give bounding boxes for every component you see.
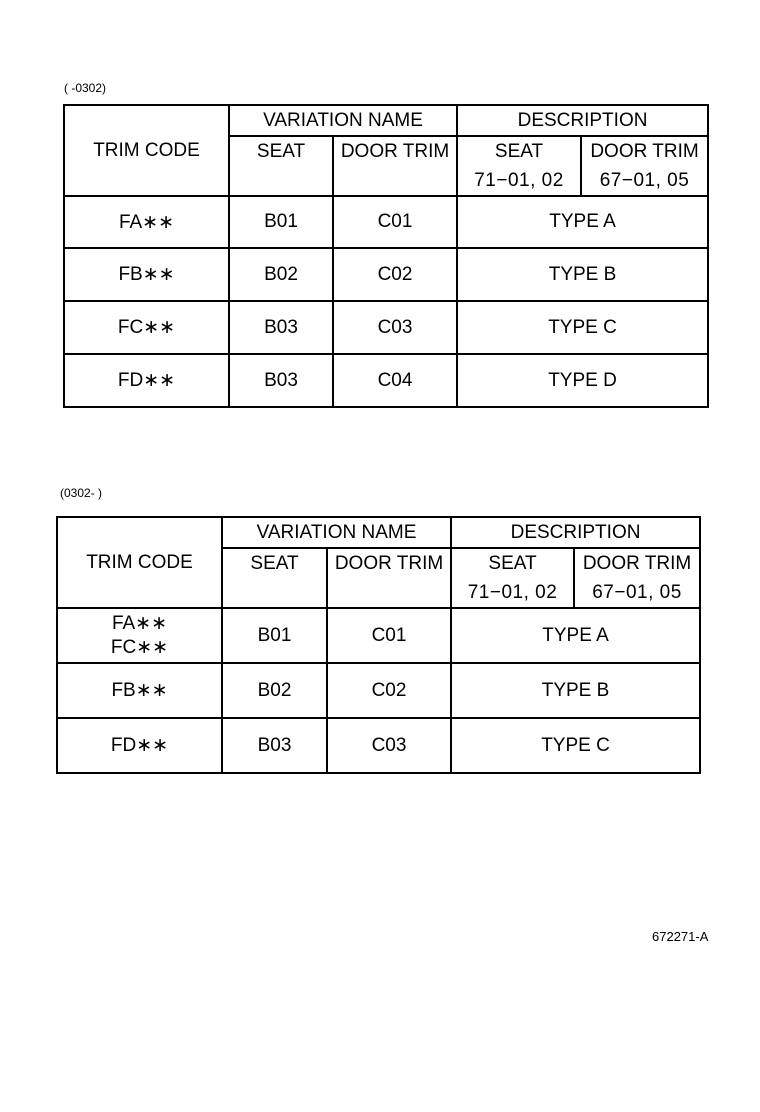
description-cell: TYPE C (451, 718, 700, 773)
desc-seat-header: SEAT (451, 548, 574, 578)
variation-name-header: VARIATION NAME (229, 105, 457, 136)
trim-code-header: TRIM CODE (64, 105, 229, 196)
seat-cell: B01 (222, 608, 327, 663)
door-trim-cell: C03 (333, 301, 457, 354)
figure-number: 672271-A (652, 929, 709, 944)
seat-header: SEAT (222, 548, 327, 608)
table-row (64, 301, 708, 354)
door-trim-header: DOOR TRIM (327, 548, 451, 608)
seat-cell: B02 (222, 663, 327, 718)
description-header: DESCRIPTION (451, 517, 700, 548)
desc-seat-code: 71−01, 02 (457, 166, 581, 196)
variation-name-header: VARIATION NAME (222, 517, 451, 548)
desc-door-code: 67−01, 05 (581, 166, 708, 196)
table2-range-label: (0302- ) (60, 486, 103, 500)
seat-cell: B03 (229, 354, 333, 407)
trim-code-header: TRIM CODE (57, 517, 222, 608)
trim-code-table-1 (63, 104, 709, 408)
trim-code-cell: FB∗∗ (57, 663, 222, 718)
description-cell: TYPE A (457, 196, 708, 248)
description-cell: TYPE C (457, 301, 708, 354)
trim-code-table-2 (56, 516, 701, 774)
table-row (57, 718, 700, 773)
description-cell: TYPE B (451, 663, 700, 718)
door-trim-cell: C03 (327, 718, 451, 773)
door-trim-cell: C04 (333, 354, 457, 407)
trim-code-cell: FA∗∗ (64, 196, 229, 248)
seat-header: SEAT (229, 136, 333, 196)
description-cell: TYPE D (457, 354, 708, 407)
desc-door-trim-header: DOOR TRIM (574, 548, 700, 578)
table-row (57, 608, 700, 663)
trim-code-cell: FD∗∗ (64, 354, 229, 407)
door-trim-cell: C01 (333, 196, 457, 248)
table-row (64, 196, 708, 248)
seat-cell: B02 (229, 248, 333, 301)
seat-cell: B03 (229, 301, 333, 354)
table-row (64, 248, 708, 301)
door-trim-cell: C02 (333, 248, 457, 301)
table-row (57, 663, 700, 718)
desc-door-code: 67−01, 05 (574, 578, 700, 608)
door-trim-cell: C01 (327, 608, 451, 663)
seat-cell: B01 (229, 196, 333, 248)
trim-code-line: FA∗∗ (111, 612, 168, 634)
door-trim-cell: C02 (327, 663, 451, 718)
trim-code-cell (57, 608, 222, 663)
desc-seat-code: 71−01, 02 (451, 578, 574, 608)
description-header: DESCRIPTION (457, 105, 708, 136)
trim-code-cell: FC∗∗ (64, 301, 229, 354)
trim-code-cell: FD∗∗ (57, 718, 222, 773)
desc-door-trim-header: DOOR TRIM (581, 136, 708, 166)
desc-seat-header: SEAT (457, 136, 581, 166)
table1-range-label: ( -0302) (64, 81, 107, 95)
door-trim-header: DOOR TRIM (333, 136, 457, 196)
description-cell: TYPE A (451, 608, 700, 663)
trim-code-line: FC∗∗ (110, 636, 169, 658)
description-cell: TYPE B (457, 248, 708, 301)
seat-cell: B03 (222, 718, 327, 773)
trim-code-cell: FB∗∗ (64, 248, 229, 301)
table-row (64, 354, 708, 407)
